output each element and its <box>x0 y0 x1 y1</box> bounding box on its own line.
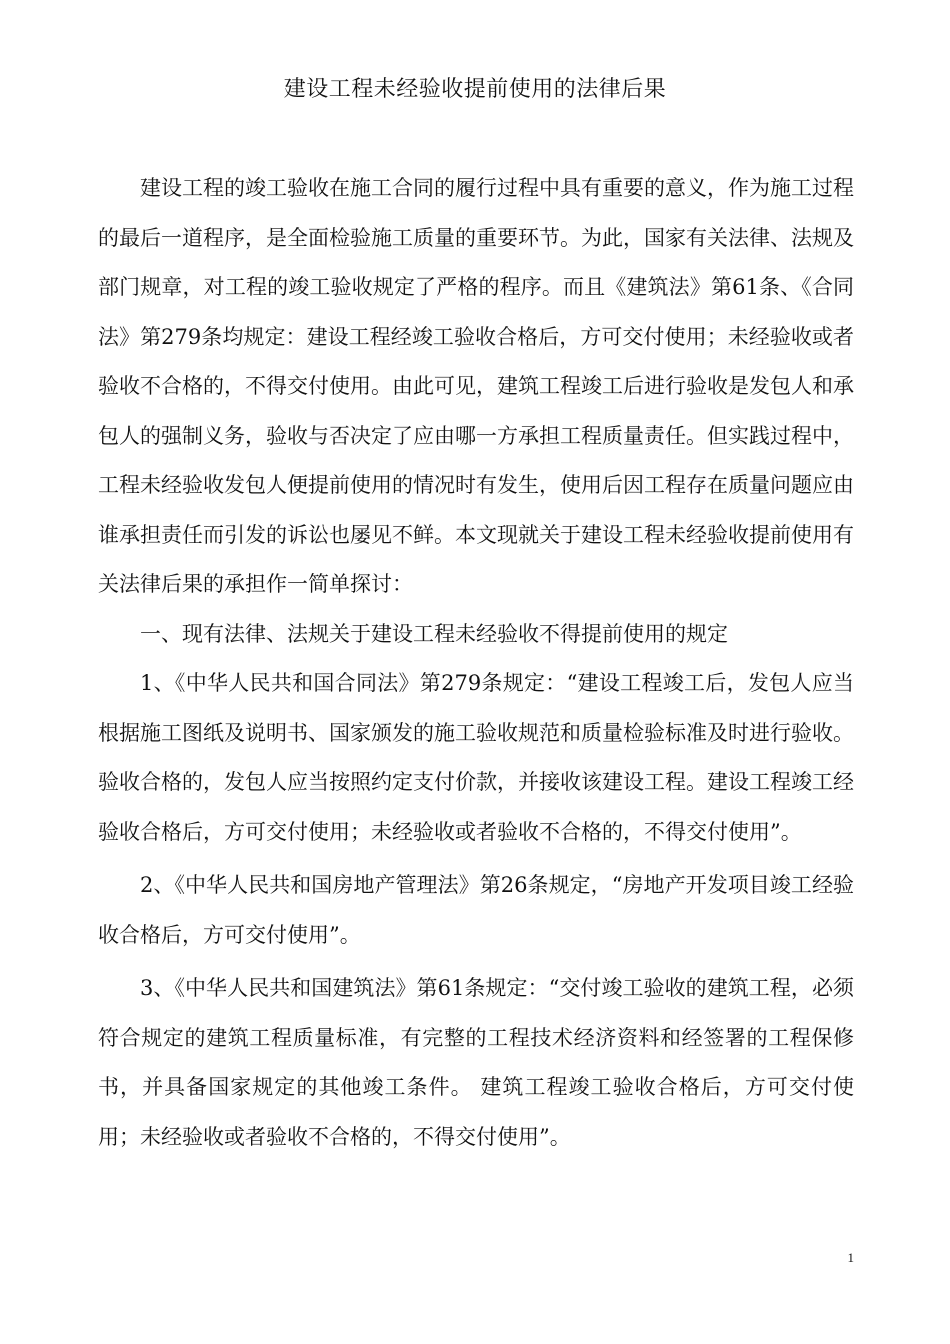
page-number: 1 <box>847 1250 854 1265</box>
paragraph-construction-law: 3、《中华人民共和国建筑法》第61条规定：“交付竣工验收的建筑工程，必须符合规定的建筑工程质量标准，有完整的工程技术经济资料和经签署的工程保修书，并具备国家规定的其他竣工条件。 建筑工程竣工验收合格后，方可交付使用；未经验收或者验收不合格的，不得交付使用”。 <box>98 976 854 1149</box>
intro-paragraph: 建设工程的竣工验收在施工合同的履行过程中具有重要的意义，作为施工过程的最后一道程序，是全面检验施工质量的重要环节。为此，国家有关法律、法规及部门规章，对工程的竣工验收规定了严格的程序。而且《建筑法》第61条、《合同法》第279条均规定：建设工程经竣工验收合格后，方可交付使用；未经验收或者验收不合格的，不得交付使用。由此可见，建筑工程竣工后进行验收是发包人和承包人的强制义务，验收与否决定了应由哪一方承担工程质量责任。但实践过程中，工程未经验收发包人便提前使用的情况时有发生，使用后因工程存在质量问题应由谁承担责任而引发的诉讼也屡见不鲜。本文现就关于建设工程未经验收提前使用有关法律后果的承担作一简单探讨： <box>98 176 854 596</box>
document-body <box>98 164 854 1162</box>
paragraph-contract-law: 1、《中华人民共和国合同法》第279条规定：“建设工程竣工后，发包人应当根据施工图纸及说明书、国家颁发的施工验收规范和质量检验标准及时进行验收。验收合格的，发包人应当按照约定支付价款，并接收该建设工程。建设工程竣工经验收合格后，方可交付使用；未经验收或者验收不合格的，不得交付使用”。 <box>98 671 854 844</box>
document-title: 建设工程未经验收提前使用的法律后果 <box>283 77 667 102</box>
section-heading-1: 一、现有法律、法规关于建设工程未经验收不得提前使用的规定 <box>140 621 728 646</box>
paragraph-real-estate-law: 2、《中华人民共和国房地产管理法》第26条规定，“房地产开发项目竣工经验收合格后，方可交付使用”。 <box>98 873 854 947</box>
